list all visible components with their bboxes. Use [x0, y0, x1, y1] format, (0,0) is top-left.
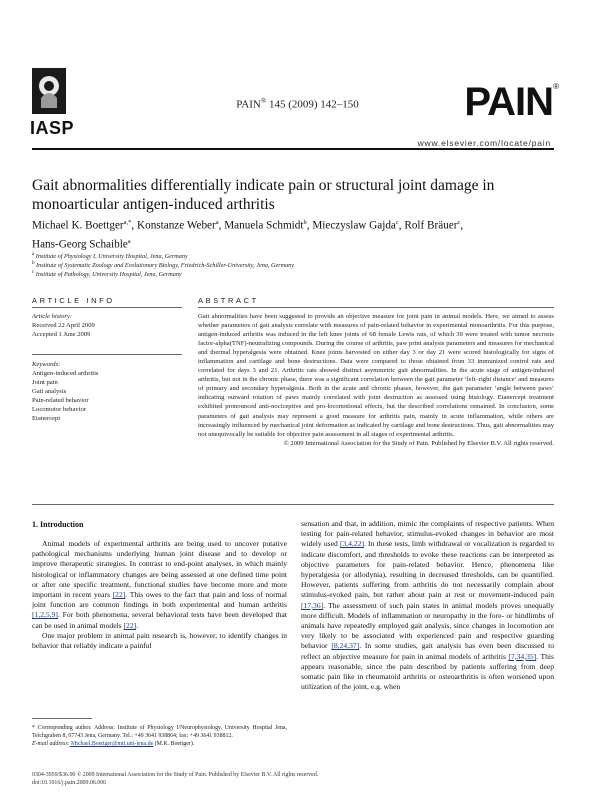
article-info-rule	[32, 307, 182, 308]
affiliation-sup: a	[32, 252, 35, 257]
abstract-body	[198, 312, 554, 448]
citation-link[interactable]: [8,24,37]	[331, 641, 360, 651]
author: Manuela Schmidt	[224, 219, 304, 232]
citation-link[interactable]: [17,36]	[301, 600, 324, 610]
text-run: . This appears reasonable, since the pain described by patients suffering from deep somatic pain like in rheumatoid arthritis or osteoarthritis is often worsened upon utilization of the joint, e.g. when	[301, 651, 554, 692]
author: Rolf Bräuer	[404, 219, 458, 232]
doi-line[interactable]: doi:10.1016/j.pain.2009.06.006	[32, 780, 107, 787]
author: Michael K. Boettger	[32, 219, 124, 232]
affiliation-sup: c	[32, 270, 35, 275]
keywords-rule	[32, 354, 182, 355]
affiliation	[32, 268, 552, 280]
footnote-mark: *	[32, 725, 35, 731]
journal-url[interactable]: www.elsevier.com/locate/pain	[417, 138, 551, 148]
journal-brand-logo: PAIN	[464, 80, 553, 124]
email-label: E-mail address:	[32, 741, 70, 748]
society-name: IASP	[30, 118, 75, 138]
journal-volume-pages: 145 (2009) 142–150	[266, 98, 359, 111]
header-rule	[32, 148, 554, 150]
affiliation-text: Institute of Physiology I, University Hospital, Jena, Germany	[35, 253, 188, 261]
author-sup: a	[127, 237, 131, 245]
intro-paragraph	[301, 519, 554, 692]
body-column-left	[32, 539, 287, 651]
intro-paragraph	[32, 539, 287, 631]
text-run: Animal models of experimental arthritis are being used to uncover putative pathological mechanisms underlying human joint disease and to develop or improve therapeutic strategies. In contrast to end-point analyses, in which mainly histological or inflammatory changes are being assessed at one defined time point or after one specific treatment, functional studies have become more and more important in recent years	[32, 539, 287, 600]
citation-link[interactable]: [22]	[112, 590, 126, 600]
text-run: . In some studies, gait analysis has even been discussed to reflect an objective measure for pain in animal models of arthritis	[301, 641, 554, 661]
abstract-text: Gait abnormalities have been suggested to provide an objective measure for joint pain in animal models. Here, we aimed to assess whether parameters of gait analysis correlate with measures of pain-related behavior in experimental monoarthritis. For this purpose, antigen-induced arthritis was induced in the left knee joints of 68 female Lewis rats, of which 30 were treated with tumor necrosis factor-alpha(TNF)-neutralizing compounds. During the course of arthritis, paw print analysis parameters and measures for mechanical and thermal hyperalgesia were obtained. Knee joints harvested on either day 3 or day 21 were scored histologically for signs of inflammation and cartilage and bone destructions. Data were compared to those obtained from 33 immunized control rats and correlated for days 3 and 21. Arthritic rats showed distinct asymmetric gait abnormalities. In the acute stage of antigen-induced arthritis, but not in the chronic phase, there was a significant correlation between the gait parameter ‘left–right distance’ and measures of primary and secondary hyperalgesia. Both in the acute and chronic phases, however, the gait parameter ‘angle between paws’ indicating outward rotation of paws mainly correlated with joint destruction as assessed using histology. Etanercept treatment exhibited pronounced anti-nociceptive and pro-locomotional effects, but the described correlations remained. In conclusion, some parameters of gait analysis may represent a good measure for arthritis pain, mainly in acute inflammation, while others are increasingly influenced by mechanical joint deformation as indicated by cartilage and bone destructions. Thus, gait abnormalities may not unequivocally be suitable for objective pain assessment in all stages of experimental arthritis.	[198, 313, 554, 438]
author: Mieczyslaw Gajda	[312, 219, 396, 232]
abstract-rule	[198, 307, 554, 308]
author-sup: c	[395, 219, 399, 226]
email-tail: (M.K. Boettger).	[153, 741, 195, 748]
citation-link[interactable]: [22]	[123, 620, 137, 630]
citation-link[interactable]: [3,4,22]	[339, 539, 364, 549]
footnote-text: Corresponding author. Address: Institute of Physiology I/Neurophysiology, University Hospital Jena, Teichgraben 8, 07743 Jena, Germany. Tel.: +49 3641 938864; fax: +49 3641 938812.	[32, 725, 287, 740]
citation-link[interactable]: [7,34,35]	[508, 651, 537, 661]
text-run: sensation and that, in addition, mimic the complaints of respective patients. When testing for pain-related behavior, stimulus-evoked changes in behavior are most widely used	[301, 519, 554, 549]
intro-paragraph: One major problem in animal pain research is, however, to identify changes in behavior that reliably indicate a painful	[32, 630, 287, 651]
keyword: Gait analysis	[32, 388, 67, 395]
keyword: Etanercept	[32, 415, 61, 422]
author-sup: a,*	[123, 219, 132, 226]
keywords-label: Keywords:	[32, 361, 61, 368]
author: Konstanze Weber	[137, 219, 216, 232]
accepted-date: Accepted 1 June 2009	[32, 331, 91, 338]
received-date: Received 22 April 2009	[32, 322, 95, 329]
affiliation-sup: b	[32, 261, 35, 266]
issn-line: 0304-3959/$36.00 © 2009 International Association for the Study of Pain. Published by Elsevier B.V. All rights reserved.	[32, 772, 319, 778]
bottom-notice	[32, 771, 318, 787]
footnote-rule	[32, 718, 92, 719]
article-title: Gait abnormalities differentially indicate pain or structural joint damage in monoarticular antigen-induced arthritis	[32, 177, 495, 213]
text-run: . The assessment of such pain states in animal models proves unequally more difficult. Models of inflammation or neuropathy in the fore- or hindlimbs of animals have repeatedly employed gait analysis, since changes in locomotion are very likely to be associated with experienced pain and respective guarding behavior	[301, 600, 554, 651]
body-column-right	[301, 519, 554, 692]
text-run: . In these tests, limb withdrawal or vocalization is regarded to indicate discomfort, and thresholds to evoke these reactions can be interpreted as objective parameters for pain-related behavior. Hence, phenomena like hyperalgesia (or allodynia), resulting in decreased thresholds, can be quantified. However, patients suffering from arthritis do not necessarily complain about stimulus-evoked pain, but rather about pain at rest or movement-induced pain	[301, 539, 554, 600]
citation-link[interactable]: [1,2,5,9]	[32, 610, 58, 620]
author-sup: b	[303, 219, 307, 226]
text-run: . For both phenomena, several behavioral tests have been developed that can be used in animal models	[32, 610, 287, 630]
affiliation-text: Institute of Pathology, University Hospital, Jena, Germany	[35, 271, 182, 279]
journal-brand-mark: ®	[553, 82, 559, 91]
journal-mark: ®	[260, 97, 267, 105]
history-label: Article history:	[32, 313, 73, 320]
affiliation-text: Institute of Systematic Zoology and Evolutionary Biology, Friedrich-Schiller-University, Jena, Germany	[36, 262, 295, 270]
journal-name: PAIN	[236, 98, 261, 111]
text-run: .	[136, 620, 139, 630]
abstract-heading: ABSTRACT	[198, 296, 259, 305]
abstract-copyright: © 2009 International Association for the Study of Pain. Published by Elsevier B.V. All rights reserved.	[283, 439, 554, 447]
keyword: Pain-related behavior	[32, 397, 89, 404]
author-list: Michael K. Boettger$^{a,*}$, Konstanze Weber$^a$, Manuela Schmidt$^b$, Mieczyslaw Gajda$^c$, Rolf Bräuer$^c$, Hans-Georg Schaible$^a$	[32, 219, 464, 251]
keyword: Antigen-induced arthritis	[32, 370, 99, 377]
keyword: Locomotor behavior	[32, 406, 87, 413]
author-sup: c	[457, 219, 461, 226]
article-history	[32, 312, 182, 339]
article-info-heading: ARTICLE INFO	[32, 296, 115, 305]
keywords-block	[32, 360, 182, 423]
keyword: Joint pain	[32, 379, 58, 386]
text-run: . This owes to the fact that pain and loss of normal joint function are common findings in both experimental and human arthritis	[32, 590, 287, 610]
email-link[interactable]: Michael.Boettger@mti.uni-jena.de	[69, 741, 154, 748]
abstract-bottom-rule	[32, 504, 554, 505]
corresponding-author-footnote	[32, 724, 287, 748]
author-sup: a	[215, 219, 219, 226]
section-heading-introduction: 1. Introduction	[32, 520, 84, 529]
author: Hans-Georg Schaible	[32, 238, 128, 251]
